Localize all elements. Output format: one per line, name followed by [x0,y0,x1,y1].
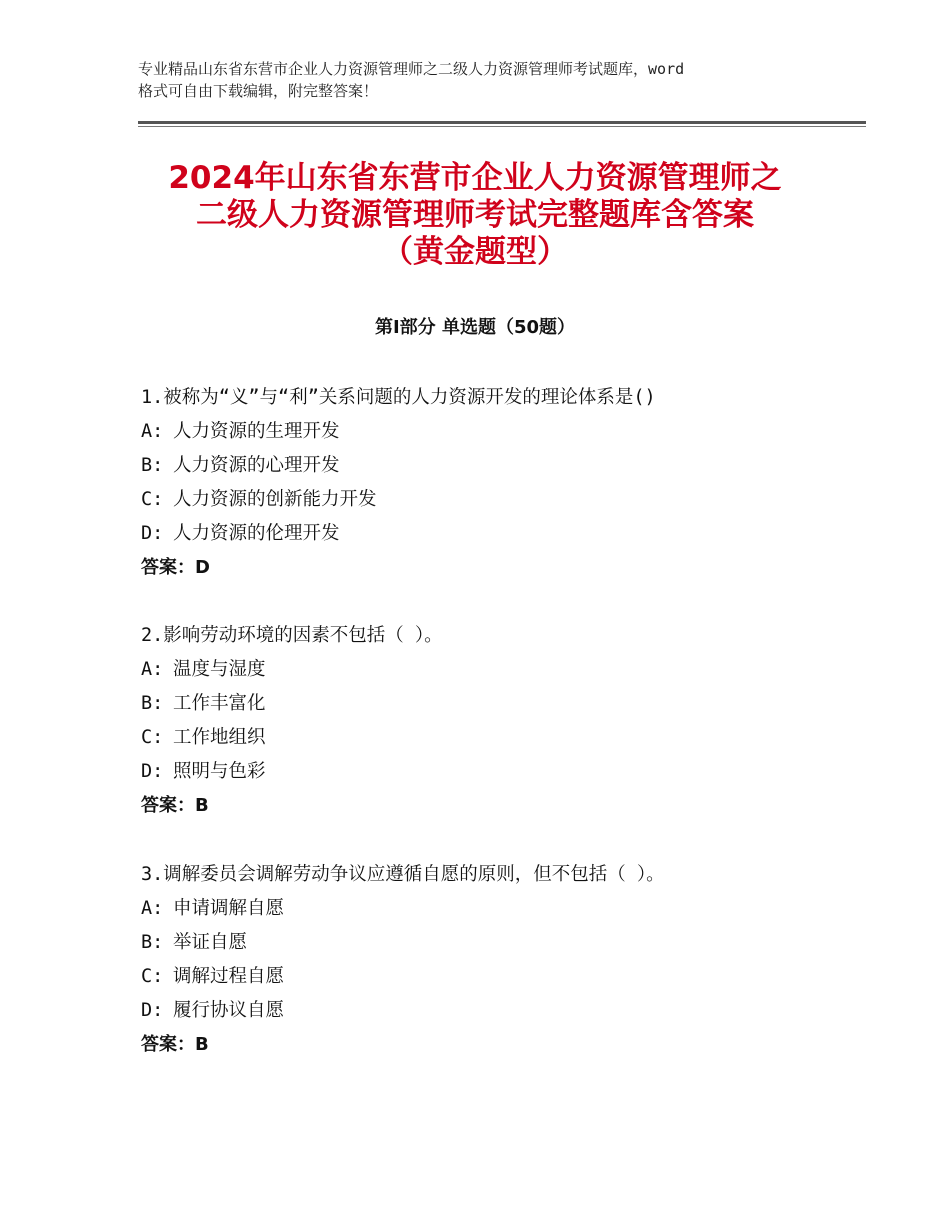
option-letter: A: [141,659,164,680]
option-text: 照明与色彩 [173,761,266,782]
option-letter: D: [141,1000,164,1021]
option-b [141,449,841,483]
section-heading: 第Ⅰ部分 单选题（50题） [374,317,575,338]
answer: 答案：D [141,557,210,578]
option-letter: A: [141,421,164,442]
option-c [141,721,841,755]
header-note [138,58,828,102]
option-text: 举证自愿 [173,932,248,953]
option-text: 人力资源的伦理开发 [173,523,340,544]
header-note-line-2: 格式可自由下载编辑，附完整答案！ [138,82,379,100]
option-letter: D: [141,761,164,782]
option-text: 申请调解自愿 [173,898,285,919]
option-letter: C: [141,489,164,510]
option-letter: C: [141,966,164,987]
option-c [141,960,841,994]
document-title-line-2: 二级人力资源管理师考试完整题库含答案 [196,197,754,233]
option-text: 人力资源的创新能力开发 [173,489,377,510]
header-divider-thick [138,121,866,124]
option-a [141,892,841,926]
option-d [141,994,841,1028]
option-text: 履行协议自愿 [173,1000,285,1021]
question-stem: 3.调解委员会调解劳动争议应遵循自愿的原则，但不包括（ ）。 [141,864,665,885]
option-letter: B: [141,693,164,714]
option-text: 人力资源的生理开发 [173,421,340,442]
option-c [141,483,841,517]
option-letter: B: [141,932,164,953]
question-stem: 1.被称为“义”与“利”关系问题的人力资源开发的理论体系是() [141,387,656,408]
option-text: 调解过程自愿 [173,966,285,987]
option-letter: C: [141,727,164,748]
question-1 [141,381,841,585]
option-b [141,926,841,960]
option-text: 温度与湿度 [173,659,266,680]
answer: 答案：B [141,1034,209,1055]
option-letter: A: [141,898,164,919]
option-letter: B: [141,455,164,476]
option-text: 工作丰富化 [173,693,266,714]
option-a [141,653,841,687]
option-d [141,517,841,551]
header-divider-thin [138,126,866,127]
document-title-line-3: （黄金题型） [382,234,568,270]
document-title [120,160,830,271]
option-text: 工作地组织 [173,727,266,748]
answer: 答案：B [141,795,209,816]
header-note-line-1: 专业精品山东省东营市企业人力资源管理师之二级人力资源管理师考试题库，word [138,60,685,78]
question-3 [141,858,841,1062]
option-d [141,755,841,789]
option-text: 人力资源的心理开发 [173,455,340,476]
option-a [141,415,841,449]
document-title-line-1: 2024年山东省东营市企业人力资源管理师之 [168,160,782,196]
question-2 [141,619,841,823]
option-letter: D: [141,523,164,544]
question-stem: 2.影响劳动环境的因素不包括（ ）。 [141,625,443,646]
option-b [141,687,841,721]
